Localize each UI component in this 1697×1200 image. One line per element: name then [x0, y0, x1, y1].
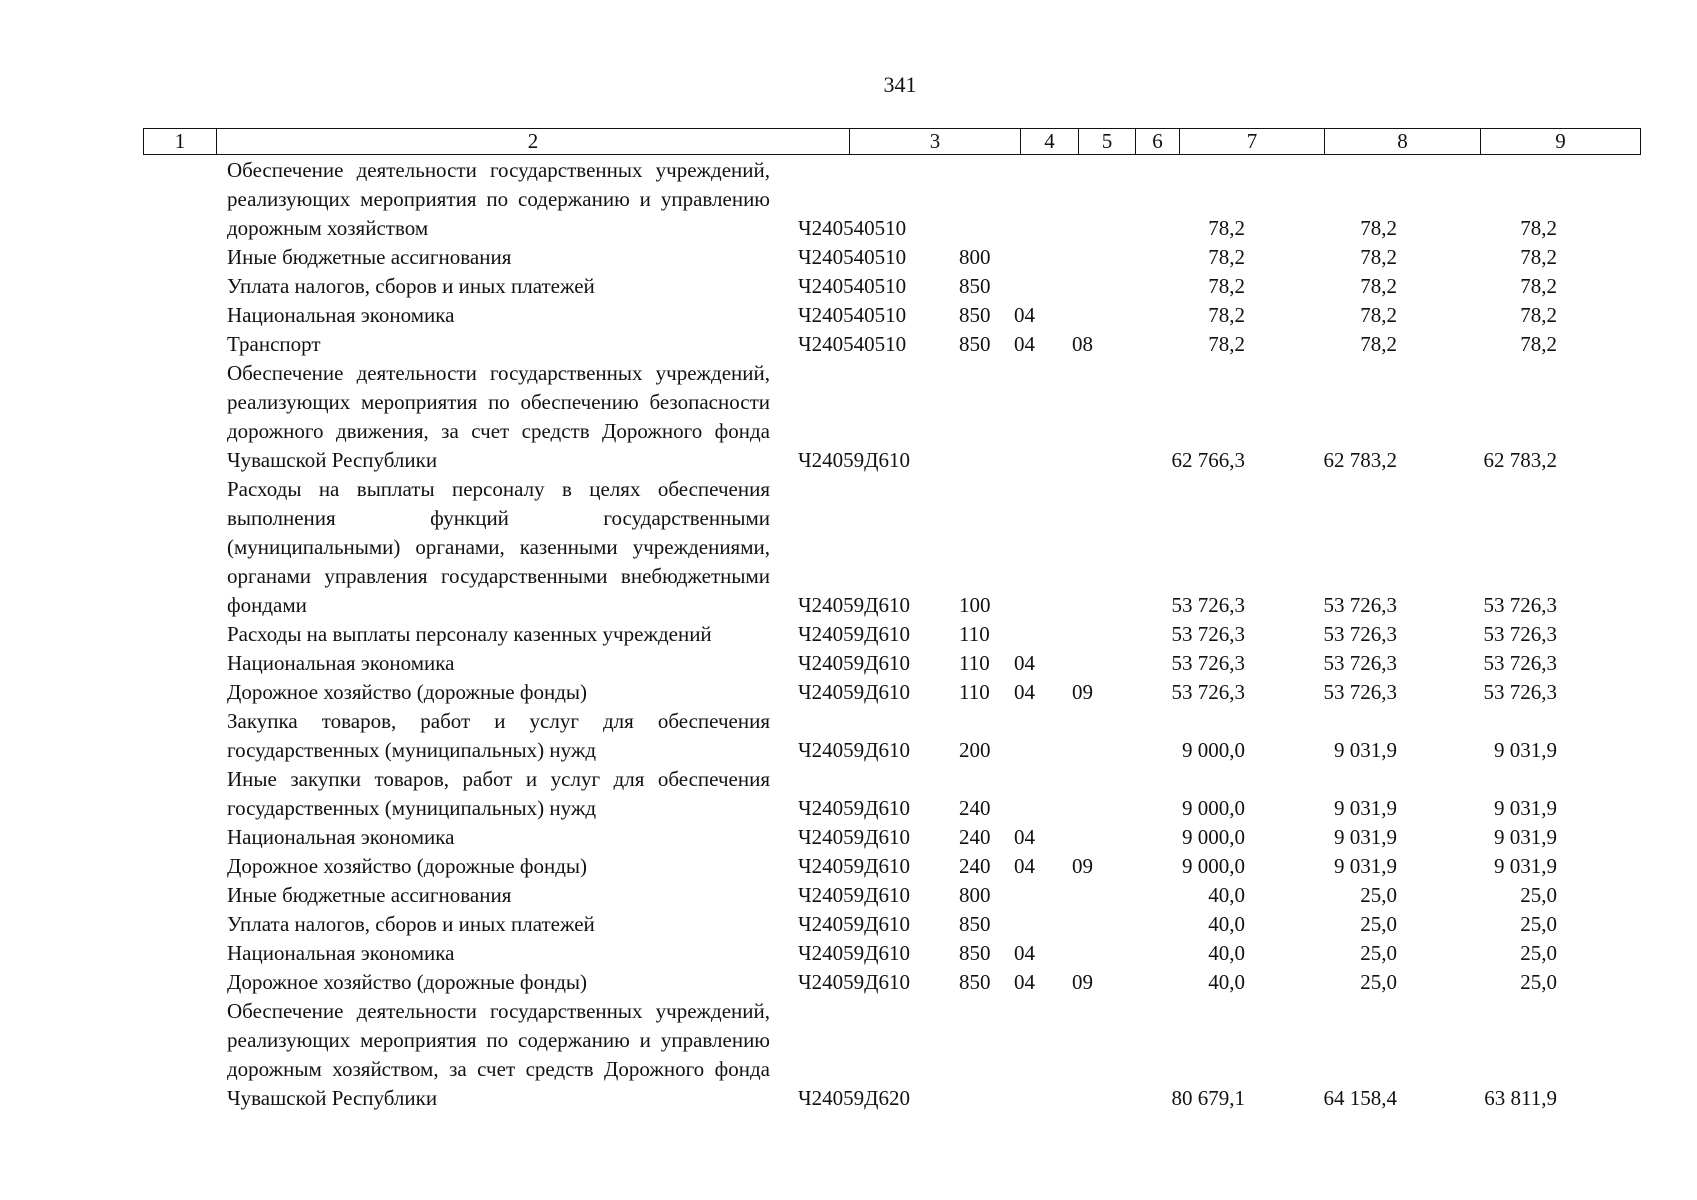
- row-col-7: 9 000,0: [1182, 825, 1245, 849]
- row-col-8: 25,0: [1360, 941, 1397, 965]
- row-col-4: 100: [959, 593, 991, 617]
- row-col-8: 25,0: [1360, 912, 1397, 936]
- row-col-8: 9 031,9: [1334, 854, 1397, 878]
- row-name: Закупка товаров, работ и услуг для обеспечения государственных (муниципальных) нужд: [227, 709, 770, 762]
- row-col-5: 04: [1014, 941, 1035, 965]
- row-col-8: 9 031,9: [1334, 825, 1397, 849]
- row-col-8: 78,2: [1360, 332, 1397, 356]
- row-col-6: 09: [1072, 680, 1093, 704]
- row-col-9: 9 031,9: [1494, 738, 1557, 762]
- row-col-5: 04: [1014, 651, 1035, 675]
- row-col-4: 850: [959, 274, 991, 298]
- row-col-9: 9 031,9: [1494, 825, 1557, 849]
- table-row: [143, 272, 1640, 301]
- row-name: Дорожное хозяйство (дорожные фонды): [227, 970, 588, 994]
- row-name: Транспорт: [227, 332, 321, 356]
- row-col-9: 25,0: [1520, 970, 1557, 994]
- row-col-8: 25,0: [1360, 883, 1397, 907]
- table-row: [143, 939, 1640, 968]
- row-code: Ч24059Д610: [798, 651, 910, 675]
- header-col-2: 2: [216, 129, 849, 154]
- row-col-9: 53 726,3: [1483, 651, 1557, 675]
- header-col-6: 6: [1135, 129, 1179, 154]
- row-col-9: 9 031,9: [1494, 796, 1557, 820]
- row-col-5: 04: [1014, 970, 1035, 994]
- row-col-9: 25,0: [1520, 941, 1557, 965]
- table-row: [143, 359, 1640, 475]
- row-col-9: 62 783,2: [1483, 448, 1557, 472]
- row-col-7: 78,2: [1208, 216, 1245, 240]
- table-row: [143, 765, 1640, 823]
- row-col-9: 78,2: [1520, 245, 1557, 269]
- row-col-4: 850: [959, 912, 991, 936]
- row-col-4: 240: [959, 825, 991, 849]
- table-row: [143, 910, 1640, 939]
- row-code: Ч24059Д610: [798, 970, 910, 994]
- row-col-7: 78,2: [1208, 245, 1245, 269]
- row-col-9: 78,2: [1520, 303, 1557, 327]
- table-row: [143, 707, 1640, 765]
- row-name: Национальная экономика: [227, 303, 455, 327]
- row-code: Ч24059Д610: [798, 622, 910, 646]
- row-col-7: 53 726,3: [1171, 622, 1245, 646]
- table-row: [143, 475, 1640, 620]
- row-col-7: 53 726,3: [1171, 651, 1245, 675]
- row-name: Уплата налогов, сборов и иных платежей: [227, 274, 595, 298]
- row-col-7: 40,0: [1208, 941, 1245, 965]
- row-col-4: 110: [959, 680, 990, 704]
- table-body: [143, 156, 1640, 1113]
- row-col-5: 04: [1014, 303, 1035, 327]
- row-col-6: 08: [1072, 332, 1093, 356]
- table-row: [143, 968, 1640, 997]
- row-col-9: 53 726,3: [1483, 593, 1557, 617]
- row-col-8: 53 726,3: [1323, 593, 1397, 617]
- row-name: Расходы на выплаты персоналу в целях обеспечения выполнения функций государственными (муниципальными) органами, казенными учреждениями, органами управления государственными внебюджетными фондами: [227, 477, 770, 617]
- row-col-4: 850: [959, 941, 991, 965]
- row-code: Ч24059Д610: [798, 854, 910, 878]
- table-row: [143, 852, 1640, 881]
- header-col-4: 4: [1020, 129, 1078, 154]
- row-col-7: 78,2: [1208, 274, 1245, 298]
- row-col-7: 53 726,3: [1171, 680, 1245, 704]
- row-col-8: 64 158,4: [1323, 1086, 1397, 1110]
- table-row: [143, 823, 1640, 852]
- row-col-7: 40,0: [1208, 883, 1245, 907]
- row-name: Иные закупки товаров, работ и услуг для обеспечения государственных (муниципальных) нужд: [227, 767, 770, 820]
- row-col-8: 78,2: [1360, 303, 1397, 327]
- row-col-7: 53 726,3: [1171, 593, 1245, 617]
- row-col-7: 9 000,0: [1182, 738, 1245, 762]
- row-col-4: 110: [959, 651, 990, 675]
- header-col-7: 7: [1179, 129, 1324, 154]
- table-row: [143, 620, 1640, 649]
- row-col-4: 240: [959, 796, 991, 820]
- row-col-5: 04: [1014, 854, 1035, 878]
- row-code: Ч24059Д610: [798, 593, 910, 617]
- row-col-7: 9 000,0: [1182, 796, 1245, 820]
- row-code: Ч240540510: [798, 216, 907, 240]
- row-name: Обеспечение деятельности государственных учреждений, реализующих мероприятия по обеспечению безопасности дорожного движения, за счет средств Дорожного фонда Чувашской Республики: [227, 361, 770, 472]
- row-col-4: 110: [959, 622, 990, 646]
- row-code: Ч240540510: [798, 303, 907, 327]
- row-code: Ч24059Д610: [798, 883, 910, 907]
- row-col-7: 40,0: [1208, 912, 1245, 936]
- row-col-8: 25,0: [1360, 970, 1397, 994]
- row-col-9: 9 031,9: [1494, 854, 1557, 878]
- row-col-7: 40,0: [1208, 970, 1245, 994]
- row-col-6: 09: [1072, 854, 1093, 878]
- row-col-5: 04: [1014, 332, 1035, 356]
- row-col-4: 850: [959, 970, 991, 994]
- row-col-7: 9 000,0: [1182, 854, 1245, 878]
- header-col-8: 8: [1324, 129, 1480, 154]
- row-col-9: 78,2: [1520, 216, 1557, 240]
- row-col-4: 850: [959, 303, 991, 327]
- row-name: Дорожное хозяйство (дорожные фонды): [227, 854, 588, 878]
- row-col-4: 800: [959, 883, 991, 907]
- header-col-5: 5: [1078, 129, 1135, 154]
- row-col-8: 53 726,3: [1323, 651, 1397, 675]
- row-name: Национальная экономика: [227, 941, 455, 965]
- row-code: Ч24059Д610: [798, 825, 910, 849]
- row-col-9: 53 726,3: [1483, 680, 1557, 704]
- row-code: Ч240540510: [798, 274, 907, 298]
- header-col-1: 1: [174, 129, 186, 153]
- page-number: 341: [883, 72, 917, 97]
- row-col-4: 240: [959, 854, 991, 878]
- row-col-9: 63 811,9: [1484, 1086, 1557, 1110]
- row-name: Обеспечение деятельности государственных учреждений, реализующих мероприятия по содержанию и управлению дорожным хозяйством, за счет средств Дорожного фонда Чувашской Республики: [227, 999, 770, 1110]
- row-name: Иные бюджетные ассигнования: [227, 883, 512, 907]
- row-name: Расходы на выплаты персоналу казенных учреждений: [227, 622, 712, 646]
- row-col-8: 78,2: [1360, 216, 1397, 240]
- row-col-9: 53 726,3: [1483, 622, 1557, 646]
- row-code: Ч24059Д610: [798, 912, 910, 936]
- row-code: Ч240540510: [798, 332, 907, 356]
- row-name: Национальная экономика: [227, 651, 455, 675]
- row-col-6: 09: [1072, 970, 1093, 994]
- row-name: Дорожное хозяйство (дорожные фонды): [227, 680, 588, 704]
- table-row: [143, 678, 1640, 707]
- row-col-8: 9 031,9: [1334, 738, 1397, 762]
- row-col-5: 04: [1014, 680, 1035, 704]
- row-col-9: 78,2: [1520, 332, 1557, 356]
- row-col-9: 25,0: [1520, 912, 1557, 936]
- row-col-7: 78,2: [1208, 332, 1245, 356]
- row-code: Ч24059Д610: [798, 680, 910, 704]
- row-col-9: 25,0: [1520, 883, 1557, 907]
- table-row: [143, 301, 1640, 330]
- table-row: [143, 649, 1640, 678]
- row-col-8: 53 726,3: [1323, 622, 1397, 646]
- row-name: Уплата налогов, сборов и иных платежей: [227, 912, 595, 936]
- row-col-7: 80 679,1: [1171, 1086, 1245, 1110]
- row-col-7: 78,2: [1208, 303, 1245, 327]
- row-code: Ч24059Д610: [798, 941, 910, 965]
- table-row: [143, 881, 1640, 910]
- row-code: Ч24059Д610: [798, 448, 910, 472]
- row-col-4: 850: [959, 332, 991, 356]
- table-row: [143, 156, 1640, 243]
- table-row: [143, 997, 1640, 1113]
- row-name: Национальная экономика: [227, 825, 455, 849]
- row-col-8: 9 031,9: [1334, 796, 1397, 820]
- header-col-9: 9: [1480, 129, 1640, 154]
- table-row: [143, 330, 1640, 359]
- row-col-7: 62 766,3: [1171, 448, 1245, 472]
- row-col-8: 78,2: [1360, 274, 1397, 298]
- header-col-3: 3: [849, 129, 1020, 154]
- row-col-4: 200: [959, 738, 991, 762]
- row-name: Обеспечение деятельности государственных учреждений, реализующих мероприятия по содержанию и управлению дорожным хозяйством: [227, 158, 770, 240]
- row-code: Ч240540510: [798, 245, 907, 269]
- row-code: Ч24059Д610: [798, 738, 910, 762]
- row-name: Иные бюджетные ассигнования: [227, 245, 512, 269]
- table-header: [143, 128, 1641, 155]
- row-col-8: 62 783,2: [1323, 448, 1397, 472]
- row-code: Ч24059Д610: [798, 796, 910, 820]
- row-code: Ч24059Д620: [798, 1086, 910, 1110]
- row-col-5: 04: [1014, 825, 1035, 849]
- table-row: [143, 243, 1640, 272]
- row-col-8: 53 726,3: [1323, 680, 1397, 704]
- row-col-4: 800: [959, 245, 991, 269]
- row-col-9: 78,2: [1520, 274, 1557, 298]
- row-col-8: 78,2: [1360, 245, 1397, 269]
